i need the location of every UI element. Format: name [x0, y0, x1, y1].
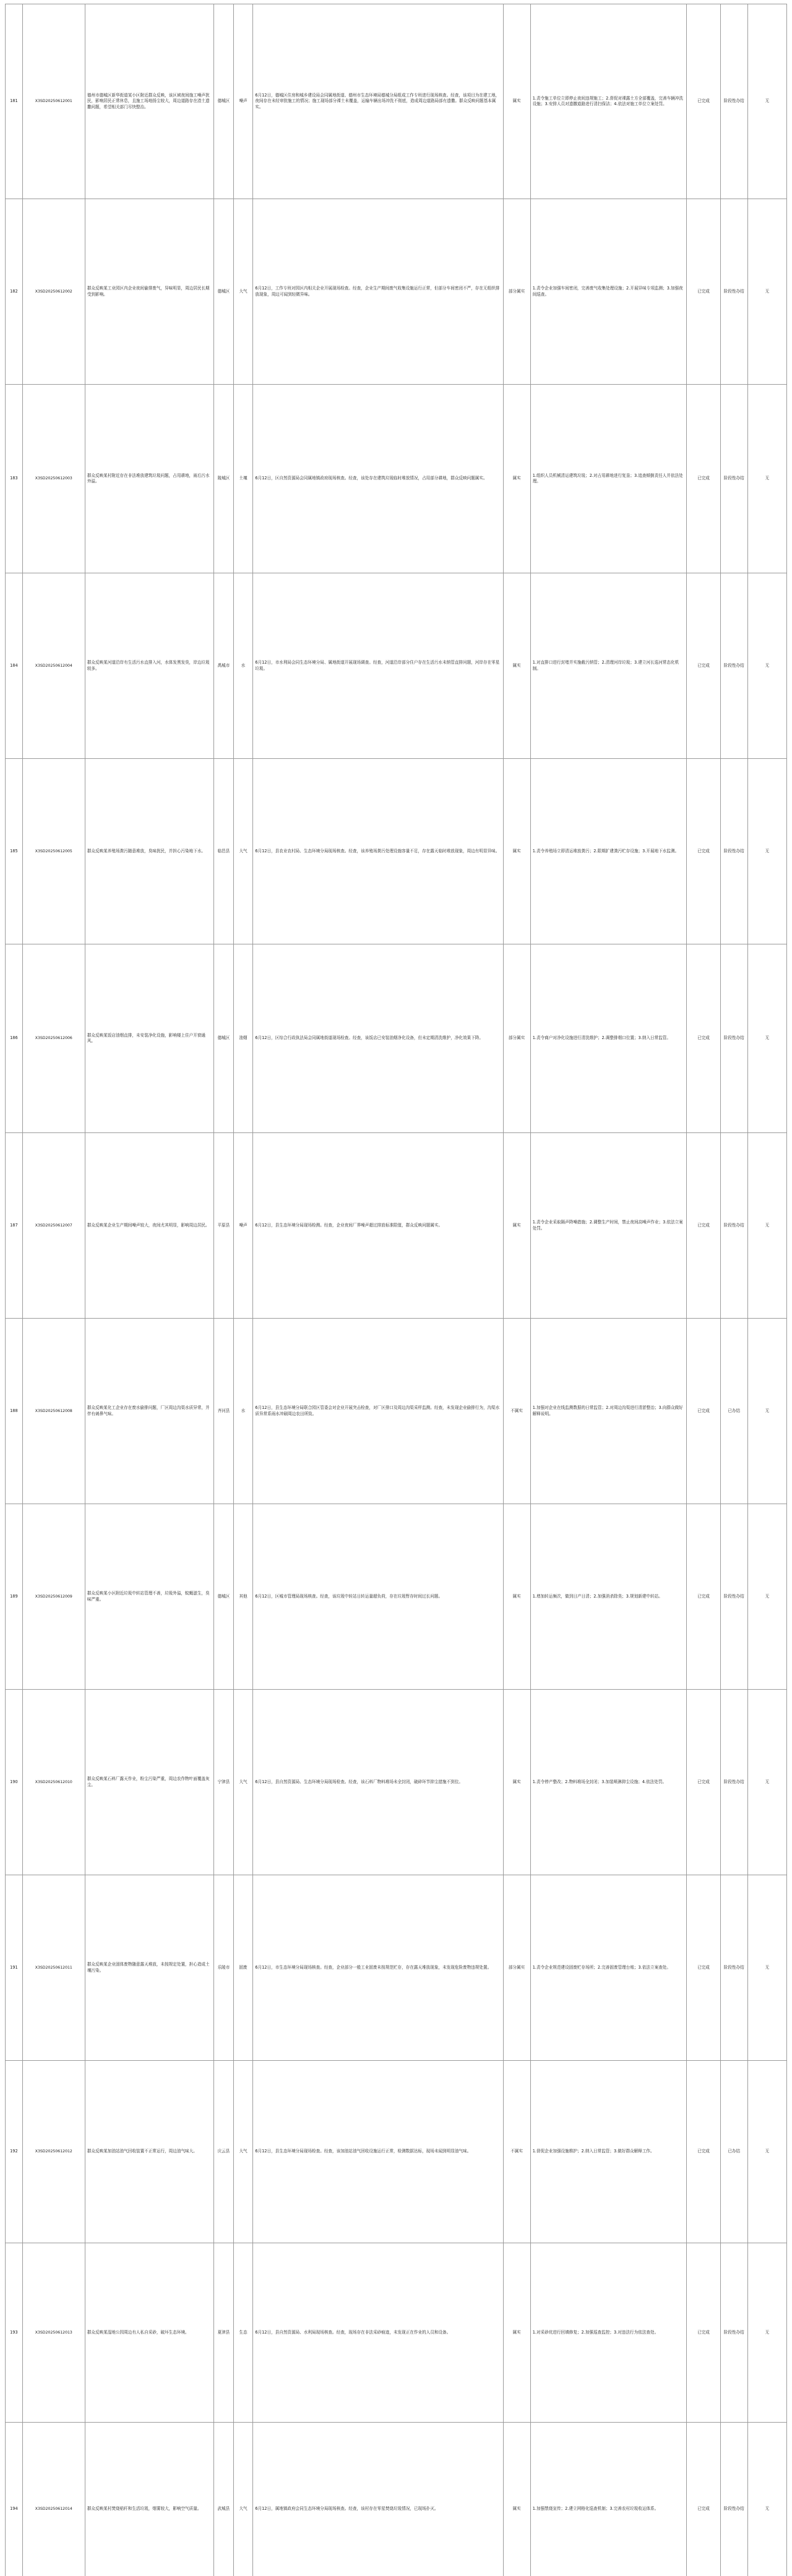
- complaint-content-cell: 群众反映某石料厂露天作业，粉尘污染严重，周边农作物叶面覆盖灰尘。: [85, 1690, 213, 1875]
- rectification-status-cell: 已完成: [687, 2061, 720, 2243]
- rectification-status-cell: 已完成: [687, 199, 720, 385]
- accountability-cell: 无: [747, 1504, 786, 1690]
- handling-action-cell: 1.责令企业加强车间密闭，完善废气收集处理设施；2.开展异味专项监测；3.加强夜间巡查。: [530, 199, 687, 385]
- closure-status-cell: 阶段性办结: [720, 1875, 747, 2061]
- region-cell: 庆云县: [214, 2061, 234, 2243]
- handling-action-cell: 1.责令商户对净化设施进行清洗维护；2.调整排烟口位置；3.纳入日常监管。: [530, 944, 687, 1133]
- truth-status-cell: 属实: [503, 2423, 530, 2576]
- pollution-type-cell: 大气: [233, 2423, 253, 2576]
- truth-status-cell: 部分属实: [503, 944, 530, 1133]
- handling-action-cell: 1.督促企业加强设施维护；2.纳入日常监管；3.做好群众解释工作。: [530, 2061, 687, 2243]
- handling-action-cell: 1.责令施工单位立即停止夜间违规施工；2.督促对裸露土方全部覆盖，完善车辆冲洗设施；3.安排人员对遗撒道路进行清扫保洁；4.依法对施工单位立案处罚。: [530, 4, 687, 199]
- case-number-cell: 194: [6, 2423, 23, 2576]
- truth-status-cell: 部分属实: [503, 199, 530, 385]
- complaint-content-cell: 群众反映某加油站油气回收装置不正常运行，周边油气味大。: [85, 2061, 213, 2243]
- closure-status-cell: 阶段性办结: [720, 573, 747, 759]
- complaint-content-cell: 德州市德城区新华街道某小区附近群众反映，该区域夜间施工噪声扰民，影响居民正常休息，且施工场地扬尘较大，周边道路存在渣土遗撒问题，希望相关部门尽快整治。: [85, 4, 213, 199]
- table-row: [6, 4, 787, 199]
- region-cell: 夏津县: [214, 2243, 234, 2423]
- region-cell: 武城县: [214, 2423, 234, 2576]
- case-code-cell: X3SD20250612003: [22, 385, 85, 573]
- truth-status-cell: 不属实: [503, 2061, 530, 2243]
- table-row: [6, 944, 787, 1133]
- rectification-status-cell: 已完成: [687, 1690, 720, 1875]
- table-row: [6, 2243, 787, 2423]
- rectification-status-cell: 已完成: [687, 944, 720, 1133]
- accountability-cell: 无: [747, 1319, 786, 1504]
- rectification-status-cell: 已完成: [687, 4, 720, 199]
- case-number-cell: 193: [6, 2243, 23, 2423]
- region-cell: 德城区: [214, 4, 234, 199]
- case-number-cell: 186: [6, 944, 23, 1133]
- accountability-cell: 无: [747, 2423, 786, 2576]
- case-number-cell: 189: [6, 1504, 23, 1690]
- closure-status-cell: 阶段性办结: [720, 1504, 747, 1690]
- handling-action-cell: 1.责令企业规范建设固废贮存场所；2.完善固废管理台账；3.依法立案查处。: [530, 1875, 687, 2061]
- complaint-content-cell: 群众反映某小区附近垃圾中转站管理不善，垃圾外溢，蚊蝇滋生，臭味严重。: [85, 1504, 213, 1690]
- table-row: [6, 1133, 787, 1319]
- pollution-type-cell: 其他: [233, 1504, 253, 1690]
- investigation-result-cell: 6月12日，区城市管理局现场核查。经查，该垃圾中转站日转运量超负荷，存在垃圾暂存时间过长问题。: [253, 1504, 503, 1690]
- case-code-cell: X3SD20250612013: [22, 2243, 85, 2423]
- investigation-result-cell: 6月12日，区自然资源局会同属地镇政府现场核查。经查，该处存在建筑垃圾临时堆放情况，占用部分耕地，群众反映问题属实。: [253, 385, 503, 573]
- rectification-status-cell: 已完成: [687, 759, 720, 944]
- case-number-cell: 185: [6, 759, 23, 944]
- rectification-status-cell: 已完成: [687, 1875, 720, 2061]
- region-cell: 临邑县: [214, 759, 234, 944]
- table-row: [6, 759, 787, 944]
- accountability-cell: 无: [747, 2061, 786, 2243]
- investigation-result-cell: 6月12日，县生态环境分局现场检测。经查，企业夜间厂界噪声超过排放标准限值，群众反映问题属实。: [253, 1133, 503, 1319]
- investigation-result-cell: 6月12日，市水利局会同生态环境分局、属地街道开展现场调查。经查，河道沿岸部分住户存在生活污水未纳管直排问题，河岸存在零星垃圾。: [253, 573, 503, 759]
- handling-action-cell: 1.对直排口进行封堵并实施截污纳管；2.清理河岸垃圾；3.建立河长巡河常态化机制。: [530, 573, 687, 759]
- truth-status-cell: 属实: [503, 1133, 530, 1319]
- region-cell: 齐河县: [214, 1319, 234, 1504]
- truth-status-cell: 属实: [503, 573, 530, 759]
- region-cell: 德城区: [214, 944, 234, 1133]
- investigation-result-cell: 6月12日，县自然资源局、水利局现场核查。经查，现场存在非法采砂痕迹，未发现正在作业的人员和设备。: [253, 2243, 503, 2423]
- case-code-cell: X3SD20250612004: [22, 573, 85, 759]
- investigation-result-cell: 6月12日，县农业农村局、生态环境分局现场核查。经查，该养殖场粪污处理设施容量不足，存在露天临时堆放现象，周边有明显异味。: [253, 759, 503, 944]
- case-code-cell: X3SD20250612005: [22, 759, 85, 944]
- complaint-content-cell: 群众反映某养殖场粪污随意堆放，臭味扰民，并担心污染地下水。: [85, 759, 213, 944]
- rectification-status-cell: 已完成: [687, 1319, 720, 1504]
- case-code-cell: X3SD20250612001: [22, 4, 85, 199]
- complaint-content-cell: 群众反映某湿地公园周边有人私自采砂，破坏生态环境。: [85, 2243, 213, 2423]
- pollution-type-cell: 噪声: [233, 4, 253, 199]
- region-cell: 乐陵市: [214, 1875, 234, 2061]
- handling-action-cell: 1.增加转运频次，做到日产日清；2.加强消杀除臭；3.规划新建中转站。: [530, 1504, 687, 1690]
- pollution-type-cell: 大气: [233, 2061, 253, 2243]
- closure-status-cell: 阶段性办结: [720, 4, 747, 199]
- complaint-content-cell: 群众反映某企业固体废物随意露天堆放，未按规定处置，担心造成土壤污染。: [85, 1875, 213, 2061]
- complaint-content-cell: 群众反映某化工企业存在废水偷排问题，厂区周边沟渠水质异常，并伴有刺鼻气味。: [85, 1319, 213, 1504]
- pollution-type-cell: 大气: [233, 759, 253, 944]
- case-number-cell: 190: [6, 1690, 23, 1875]
- investigation-result-cell: 6月12日，市生态环境分局现场核查。经查，企业部分一般工业固废未按规范贮存，存在露天堆放现象，未发现危险废物违规处置。: [253, 1875, 503, 2061]
- closure-status-cell: 阶段性办结: [720, 385, 747, 573]
- closure-status-cell: 阶段性办结: [720, 199, 747, 385]
- table-row: [6, 2061, 787, 2243]
- investigation-result-cell: 6月12日，县自然资源局、生态环境分局现场检查。经查，该石料厂物料堆场未全封闭，破碎环节抑尘措施不到位。: [253, 1690, 503, 1875]
- table-row: [6, 1875, 787, 2061]
- case-number-cell: 181: [6, 4, 23, 199]
- table-row: [6, 2423, 787, 2576]
- handling-action-cell: 1.组织人员机械清运建筑垃圾；2.对占用耕地进行复垦；3.追查倾倒责任人并依法处理。: [530, 385, 687, 573]
- investigation-result-cell: 6月12日，县生态环境分局联合园区管委会对企业开展突击检查，对厂区排口及周边沟渠采样监测。经查，未发现企业偷排行为，沟渠水质异常系雨水冲刷周边农田所致。: [253, 1319, 503, 1504]
- rectification-status-cell: 已完成: [687, 2243, 720, 2423]
- table-row: [6, 1504, 787, 1690]
- handling-action-cell: 1.责令企业采取隔声降噪措施；2.调整生产时间，禁止夜间高噪声作业；3.依法立案处罚。: [530, 1133, 687, 1319]
- case-number-cell: 184: [6, 573, 23, 759]
- closure-status-cell: 阶段性办结: [720, 2423, 747, 2576]
- case-code-cell: X3SD20250612007: [22, 1133, 85, 1319]
- closure-status-cell: 已办结: [720, 2061, 747, 2243]
- case-number-cell: 182: [6, 199, 23, 385]
- region-cell: 陵城区: [214, 385, 234, 573]
- truth-status-cell: 属实: [503, 1690, 530, 1875]
- region-cell: 宁津县: [214, 1690, 234, 1875]
- table-row: [6, 385, 787, 573]
- investigation-result-cell: 6月12日，工作专班对园区内相关企业开展现场检查。经查，企业生产期间废气收集设施运行正常，但部分车间密闭不严，存在无组织排放现象，周边可闻到轻微异味。: [253, 199, 503, 385]
- accountability-cell: 无: [747, 2243, 786, 2423]
- rectification-status-cell: 已完成: [687, 573, 720, 759]
- accountability-cell: 无: [747, 944, 786, 1133]
- complaint-content-cell: 群众反映某工业园区内企业夜间偷排废气，异味明显，周边居民长期受到影响。: [85, 199, 213, 385]
- truth-status-cell: 属实: [503, 385, 530, 573]
- case-number-cell: 188: [6, 1319, 23, 1504]
- complaint-content-cell: 群众反映某饭店油烟直排，未安装净化设施，影响楼上住户开窗通风。: [85, 944, 213, 1133]
- pollution-type-cell: 水: [233, 573, 253, 759]
- case-code-cell: X3SD20250612012: [22, 2061, 85, 2243]
- case-code-cell: X3SD20250612002: [22, 199, 85, 385]
- accountability-cell: 无: [747, 385, 786, 573]
- rectification-status-cell: 已完成: [687, 2423, 720, 2576]
- pollution-type-cell: 水: [233, 1319, 253, 1504]
- pollution-type-cell: 油烟: [233, 944, 253, 1133]
- region-cell: 平原县: [214, 1133, 234, 1319]
- complaint-content-cell: 群众反映某村焚烧秸秆和生活垃圾，烟雾较大，影响空气质量。: [85, 2423, 213, 2576]
- pollution-type-cell: 生态: [233, 2243, 253, 2423]
- investigation-result-cell: 6月12日，区综合行政执法局会同属地街道现场检查。经查，该饭店已安装油烟净化设备，但未定期清洗维护，净化效果下降。: [253, 944, 503, 1133]
- handling-action-cell: 1.对采砂坑进行回填修复；2.加强巡查监控；3.对违法行为依法查处。: [530, 2243, 687, 2423]
- truth-status-cell: 属实: [503, 759, 530, 944]
- closure-status-cell: 阶段性办结: [720, 1133, 747, 1319]
- table-row: [6, 573, 787, 759]
- truth-status-cell: 属实: [503, 1504, 530, 1690]
- handling-action-cell: 1.加强对企业在线监测数据的日常监管；2.对周边沟渠进行清淤整治；3.向群众做好解释说明。: [530, 1319, 687, 1504]
- handling-action-cell: 1.加强禁烧宣传；2.建立网格化巡查机制；3.完善农村垃圾收运体系。: [530, 2423, 687, 2576]
- table-row: [6, 1319, 787, 1504]
- case-number-cell: 191: [6, 1875, 23, 2061]
- investigation-result-cell: 6月12日，德城区住房和城乡建设局会同属地街道、德州市生态环境局德城分局组成工作专班进行现场核查。经查，该项目为在建工地，夜间存在未经审批施工的情况；施工现场部分裸土未覆盖，运输车辆出场冲洗不彻底，造成周边道路局部有遗撒。群众反映问题基本属实。: [253, 4, 503, 199]
- accountability-cell: 无: [747, 4, 786, 199]
- accountability-cell: 无: [747, 1875, 786, 2061]
- case-code-cell: X3SD20250612014: [22, 2423, 85, 2576]
- accountability-cell: 无: [747, 1690, 786, 1875]
- region-cell: 德城区: [214, 1504, 234, 1690]
- closure-status-cell: 已办结: [720, 1319, 747, 1504]
- pollution-type-cell: 土壤: [233, 385, 253, 573]
- case-code-cell: X3SD20250612010: [22, 1690, 85, 1875]
- complaint-content-cell: 群众反映某企业生产期间噪声较大，夜间尤其明显，影响周边居民。: [85, 1133, 213, 1319]
- case-code-cell: X3SD20250612008: [22, 1319, 85, 1504]
- pollution-type-cell: 固废: [233, 1875, 253, 2061]
- region-cell: 德城区: [214, 199, 234, 385]
- case-code-cell: X3SD20250612009: [22, 1504, 85, 1690]
- table-body: [6, 4, 787, 2576]
- rectification-status-cell: 已完成: [687, 1504, 720, 1690]
- investigation-result-cell: 6月12日，县生态环境分局现场检查。经查，该加油站油气回收设施运行正常，检测数据达标，现场未闻到明显油气味。: [253, 2061, 503, 2243]
- complaint-table: [5, 4, 787, 2576]
- investigation-result-cell: 6月12日，属地镇政府会同生态环境分局现场核查。经查，该村存在零星焚烧垃圾情况，已现场扑灭。: [253, 2423, 503, 2576]
- complaint-content-cell: 群众反映某村附近存在非法堆放建筑垃圾问题，占用耕地，雨后污水外溢。: [85, 385, 213, 573]
- case-code-cell: X3SD20250612006: [22, 944, 85, 1133]
- accountability-cell: 无: [747, 1133, 786, 1319]
- handling-action-cell: 1.责令养殖场立即清运堆放粪污；2.限期扩建粪污贮存设施；3.开展地下水监测。: [530, 759, 687, 944]
- case-number-cell: 192: [6, 2061, 23, 2243]
- truth-status-cell: 属实: [503, 4, 530, 199]
- case-code-cell: X3SD20250612011: [22, 1875, 85, 2061]
- truth-status-cell: 属实: [503, 2243, 530, 2423]
- complaint-content-cell: 群众反映某河道沿岸有生活污水直排入河，水体发黑发臭，岸边垃圾较多。: [85, 573, 213, 759]
- case-number-cell: 183: [6, 385, 23, 573]
- table-row: [6, 1690, 787, 1875]
- rectification-status-cell: 已完成: [687, 385, 720, 573]
- accountability-cell: 无: [747, 573, 786, 759]
- rectification-status-cell: 已完成: [687, 1133, 720, 1319]
- handling-action-cell: 1.责令停产整改；2.物料堆场全封闭；3.加装喷淋抑尘设施；4.依法处罚。: [530, 1690, 687, 1875]
- accountability-cell: 无: [747, 199, 786, 385]
- closure-status-cell: 阶段性办结: [720, 2243, 747, 2423]
- truth-status-cell: 不属实: [503, 1319, 530, 1504]
- pollution-type-cell: 大气: [233, 1690, 253, 1875]
- table-row: [6, 199, 787, 385]
- pollution-type-cell: 大气: [233, 199, 253, 385]
- closure-status-cell: 阶段性办结: [720, 944, 747, 1133]
- accountability-cell: 无: [747, 759, 786, 944]
- closure-status-cell: 阶段性办结: [720, 759, 747, 944]
- case-number-cell: 187: [6, 1133, 23, 1319]
- closure-status-cell: 阶段性办结: [720, 1690, 747, 1875]
- pollution-type-cell: 噪声: [233, 1133, 253, 1319]
- region-cell: 禹城市: [214, 573, 234, 759]
- truth-status-cell: 部分属实: [503, 1875, 530, 2061]
